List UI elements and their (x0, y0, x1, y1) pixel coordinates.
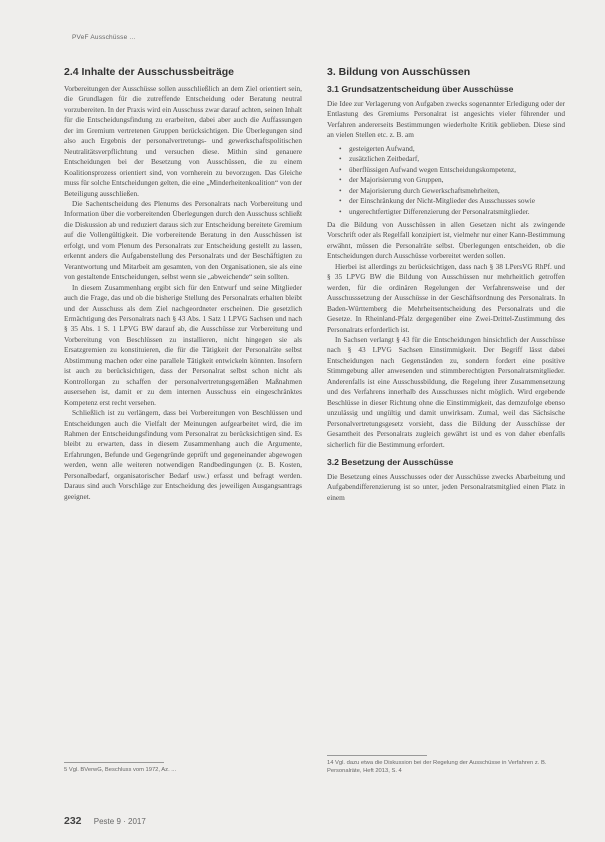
footnote-rule-left (64, 762, 164, 763)
left-paragraph: In diesem Zusammenhang ergibt sich für den Entwurf und seine Mitglieder auch die Frage, das und ob die bisherige Stellung des Personalrats erhalten bleibt und der Ausschuss als dem Ziel nachgeordneter erscheinen. Die gesetzlich Ermächtigung des Personalrats nach § 43 Abs. 1 Satz 1 LPVG Sachsen und nach § 35 Abs. 1 S. 1 LPVG BW darauf ab, die Ausschüsse zur Vorbereitung und Vorbereitung von Beschlüssen zu installieren, nicht hingegen sie als Ersatzgremien zu konstituieren, die für die Tätigkeit der Personalräte selbst Abstimmung machen oder eine parallele Tätigkeit entwickeln könnten. Insofern ist auch zu berücksichtigen, dass der Personalrat selbst schon nicht als Kontrollorgan zu schaffen der personalvertretungsgemäßen Maßnahmen ausersehen ist, damit er zu dem internen Ausschuss ein eingeschränktes Kompetenz erst recht versehen. (64, 282, 302, 407)
left-paragraph: Die Sachentscheidung des Plenums des Personalrats nach Vorbereitung und Information über die vorbereitenden Überlegungen durch den Ausschuss schließt die Diskussion ab und reduziert daraus sich zur Entscheidung bereitete Gremium auf die Vollengültigkeit. Die vorbereitende Beratung in den Ausschüssen ist erfolgt, und vom Plenum des Personalrats zur Entscheidung gestellt zu lassen, erkennt anders die Aufgabenstellung des Personalrats und der Beschäftigten zu Verantwortung und Mitarbeit am gesamten, von den Organisationen, sie als eine von gestaltende Entscheidungen, selbst wenn sie „abweichende“ sein sollten. (64, 198, 302, 282)
footnote-rule-right (327, 755, 427, 756)
right-intro-paragraph: Die Idee zur Verlagerung von Aufgaben zwecks sogenannter Erledigung oder der Entlastung des Gremiums Personalrat ist angesichts vieler führender und Verfahren andererseits Bestimmungen wiederholte Kritik geblieben. Diese sind an vielen Stellen etc. z. B. am (327, 99, 565, 140)
subsection-heading-3-2: 3.2 Besetzung der Ausschüsse (327, 456, 454, 467)
criticism-list (327, 144, 565, 217)
running-head: PVeF Ausschüsse ... (72, 34, 136, 41)
list-item: • überflüssigen Aufwand wegen Entscheidungskompetenz, (349, 165, 565, 175)
right-paragraph: In Sachsen verlangt § 43 für die Entscheidungen hinsichtlich der Ausschüsse nach § 43 LPVG Sachsen Einstimmigkeit. Der Begriff lässt dabei Entscheidungen nach Gegenständen zu, sondern fordert eine positive Stimmgebung aller anwesenden und stimmberechtigten Personalratsmitglieder. Anderenfalls ist eine Ausschussbildung, die Regelung ihrer Zusammensetzung und des Verfahrens innerhalb des Ausschusses nicht möglich. Wird ergebende Beschlüsse in dieser Richtung ohne die Einstimmigkeit, das demzufolge ebenso unzulässig und ungültig und damit unwirksam. Zumal, weil das Sächsische Personalvertretungsgesetz vorsieht, dass die Bildung der Ausschüsse der Gesamtheit des Personalrats zugleich gewährt ist und es von daher ebenfalls sicherlich für die Bestimmung erfordert. (327, 334, 565, 449)
footnote-left: 5 Vgl. BVerwG, Beschluss vom 1972, Az. ... (64, 767, 177, 773)
section-heading-2-4: 2.4 Inhalte der Ausschussbeiträge (64, 66, 235, 78)
left-paragraph: Vorbereitungen der Ausschüsse sollen ausschließlich an dem Ziel orientiert sein, die Grundlagen für die zutreffende Entscheidung oder Beratung neutral vorzubereiten. In der Praxis wird ein Ausschuss zwar darauf achten, seinen Inhalt für die Entscheidungsfindung zu erarbeiten, dabei aber auch die Auffassungen der im Gremium vertretenen Gruppen berücksichtigen. Die Überlegungen sind also auch Ergebnis der personalvertretungs- und gewerkschaftspolitischen Neutralitätsverpflichtung und versuchen diese. Mithin sind genauere Entscheidungen bei der Besetzung von Ausschüssen, die zu einem Koalitionsprozess orientiert sind, von vornherein zu bevorzugen. Das Gleiche muss für solche Entscheidungen gelten, die eine „Minderheitenkoalition“ von der Beteiligung ausschließen. (64, 84, 302, 198)
issue-label: Peste 9 · 2017 (93, 817, 146, 826)
list-item: • der Majorisierung durch Gewerkschaftsmehrheiten, (349, 186, 565, 196)
left-column (64, 66, 302, 502)
page-number: 232 (64, 815, 82, 827)
list-item: • zusätzlichen Zeitbedarf, (349, 154, 565, 164)
list-item: • gesteigerten Aufwand, (349, 144, 565, 154)
right-paragraph: Hierbei ist allerdings zu berücksichtigen, dass nach § 38 LPersVG RhPf. und § 35 LPVG BW die Bildung von Ausschüssen nur mehrheitlich getroffen werden, für die ordinären Regelungen der Verfahrensweise und der Ausschusssetzung der Ausschüsse in der Geschäftsordnung des Personalrats. In Baden-Württemberg die Mehrheitsentscheidung des Personalrats und die Gesetze. In Rheinland-Pfalz dergegenüber eine Zwei-Drittel-Zustimmung des Personalrats erforderlich ist. (327, 261, 565, 334)
footnote-right: 14 Vgl. dazu etwa die Diskussion bei der Regelung der Ausschüsse in Verfahren z. B. Personalräte, Heft 2013, S. 4 (327, 760, 547, 774)
list-item: • der Einschränkung der Nicht-Mitglieder des Ausschusses sowie (349, 196, 565, 206)
subsection-heading-3-1: 3.1 Grundsatzentscheidung über Ausschüsse (327, 84, 514, 94)
list-item: • ungerechtfertigter Differenzierung der Personalratsmitglieder. (349, 207, 565, 217)
left-paragraph: Schließlich ist zu verlängern, dass bei Vorbereitungen von Beschlüssen und Entscheidungen auch die Vielfalt der Meinungen aufgearbeitet wird, die im Rahmen der Entscheidungsfindung vom Personalrat zu berücksichtigen sind. Es bleibt zu erwarten, dass in diesem Zusammenhang auch die Argumente, Erfahrungen, Befunde und Gegengründe geprüft und gegeneinander abgewogen werden, wenn alle weiteren notwendigen Randbedingungen (z. B. Kosten, Personalbedarf, organisatorischer Bedarf usw.) erfasst und befragt werden. Daraus sind auch Vorschläge zur Entscheidung des jeweiligen Ausgangsantrags geeignet. (64, 408, 302, 501)
section-heading-3: 3. Bildung von Ausschüssen (327, 66, 471, 78)
right-final-paragraph: Die Besetzung eines Ausschusses oder der Ausschüsse zwecks Abarbeitung und Aufgabendifferenzierung ist so unter, jeden Personalratsmitglied einen Platz in einem (327, 471, 565, 502)
right-paragraph: Da die Bildung von Ausschüssen in allen Gesetzen nicht als zwingende Vorschrift oder als Regelfall konzipiert ist, vielmehr nur einer Kann-Bestimmung erwähnt, müssen die Personalräte selbst. Überlegungen entscheiden, ob die Entscheidungen durch Ausschüsse vorbereitet werden sollen. (327, 219, 565, 261)
right-column (327, 66, 565, 503)
page-footer (64, 815, 146, 827)
list-item: • der Majorisierung von Gruppen, (349, 175, 565, 185)
